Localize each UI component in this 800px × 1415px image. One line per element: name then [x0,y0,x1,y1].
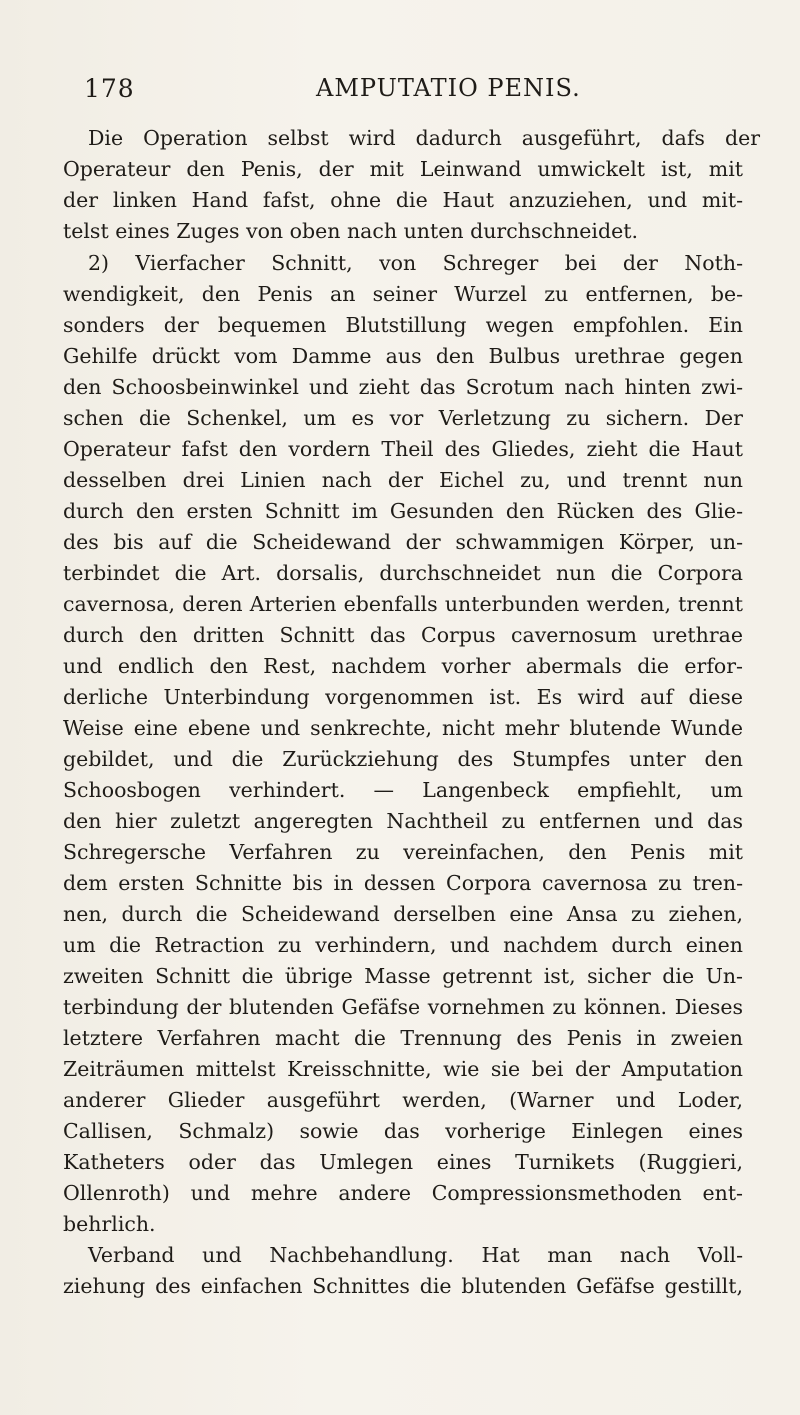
text-line: des bis auf die Scheidewand der schwammigen Körper, un- [63,530,743,554]
text-line: terbindet die Art. dorsalis, durchschneidet nun die Corpora [63,561,743,585]
text-line: behrlich. [63,1212,156,1236]
text-line: Operateur den Penis, der mit Leinwand umwickelt ist, mit [63,157,743,181]
text-line: den Schoosbeinwinkel und zieht das Scrotum nach hinten zwi- [63,375,743,399]
text-line: schen die Schenkel, um es vor Verletzung zu sichern. Der [63,406,743,430]
text-line: derliche Unterbindung vorgenommen ist. Es wird auf diese [63,685,743,709]
text-line: zweiten Schnitt die übrige Masse getrennt ist, sicher die Un- [63,964,743,988]
text-line: um die Retraction zu verhindern, und nachdem durch einen [63,933,743,957]
text-line: durch den dritten Schnitt das Corpus cavernosum urethrae [63,623,743,647]
text-line: Ollenroth) und mehre andere Compressionsmethoden ent- [63,1181,743,1205]
text-line: Schregersche Verfahren zu vereinfachen, den Penis mit [63,840,743,864]
text-line: nen, durch die Scheidewand derselben eine Ansa zu ziehen, [63,902,743,926]
text-line: und endlich den Rest, nachdem vorher abermals die erfor- [63,654,743,678]
text-line: Operateur fafst den vordern Theil des Gliedes, zieht die Haut [63,437,743,461]
text-line: Gehilfe drückt vom Damme aus den Bulbus urethrae gegen [63,344,743,368]
running-title: AMPUTATIO PENIS. [316,74,581,102]
text-line: Zeiträumen mittelst Kreisschnitte, wie sie bei der Amputation [63,1057,743,1081]
text-line: Schoosbogen verhindert. — Langenbeck empfiehlt, um [63,778,743,802]
text-line: Callisen, Schmalz) sowie das vorherige Einlegen eines [63,1119,743,1143]
text-line: gebildet, und die Zurückziehung des Stumpfes unter den [63,747,743,771]
text-line: Die Operation selbst wird dadurch ausgeführt, dafs der [88,126,760,150]
text-line: desselben drei Linien nach der Eichel zu, und trennt nun [63,468,743,492]
text-line: ziehung des einfachen Schnittes die blutenden Gefäfse gestillt, [63,1274,743,1298]
text-line: wendigkeit, den Penis an seiner Wurzel zu entfernen, be- [63,282,743,306]
text-line: sonders der bequemen Blutstillung wegen empfohlen. Ein [63,313,743,337]
page-number: 178 [84,74,135,103]
text-line: der linken Hand fafst, ohne die Haut anzuziehen, und mit- [63,188,743,212]
text-line: Weise eine ebene und senkrechte, nicht mehr blutende Wunde [63,716,743,740]
text-line: Katheters oder das Umlegen eines Turnikets (Ruggieri, [63,1150,743,1174]
text-line: 2) Vierfacher Schnitt, von Schreger bei der Noth- [88,251,743,275]
text-line: den hier zuletzt angeregten Nachtheil zu entfernen und das [63,809,743,833]
text-line: letztere Verfahren macht die Trennung des Penis in zweien [63,1026,743,1050]
text-line: durch den ersten Schnitt im Gesunden den Rücken des Glie- [63,499,743,523]
text-line: Verband und Nachbehandlung. Hat man nach Voll- [88,1243,743,1267]
text-line: dem ersten Schnitte bis in dessen Corpora cavernosa zu tren- [63,871,743,895]
text-line: cavernosa, deren Arterien ebenfalls unterbunden werden, trennt [63,592,743,616]
text-line: telst eines Zuges von oben nach unten durchschneidet. [63,219,638,243]
text-line: terbindung der blutenden Gefäfse vornehmen zu können. Dieses [63,995,743,1019]
text-line: anderer Glieder ausgeführt werden, (Warner und Loder, [63,1088,743,1112]
